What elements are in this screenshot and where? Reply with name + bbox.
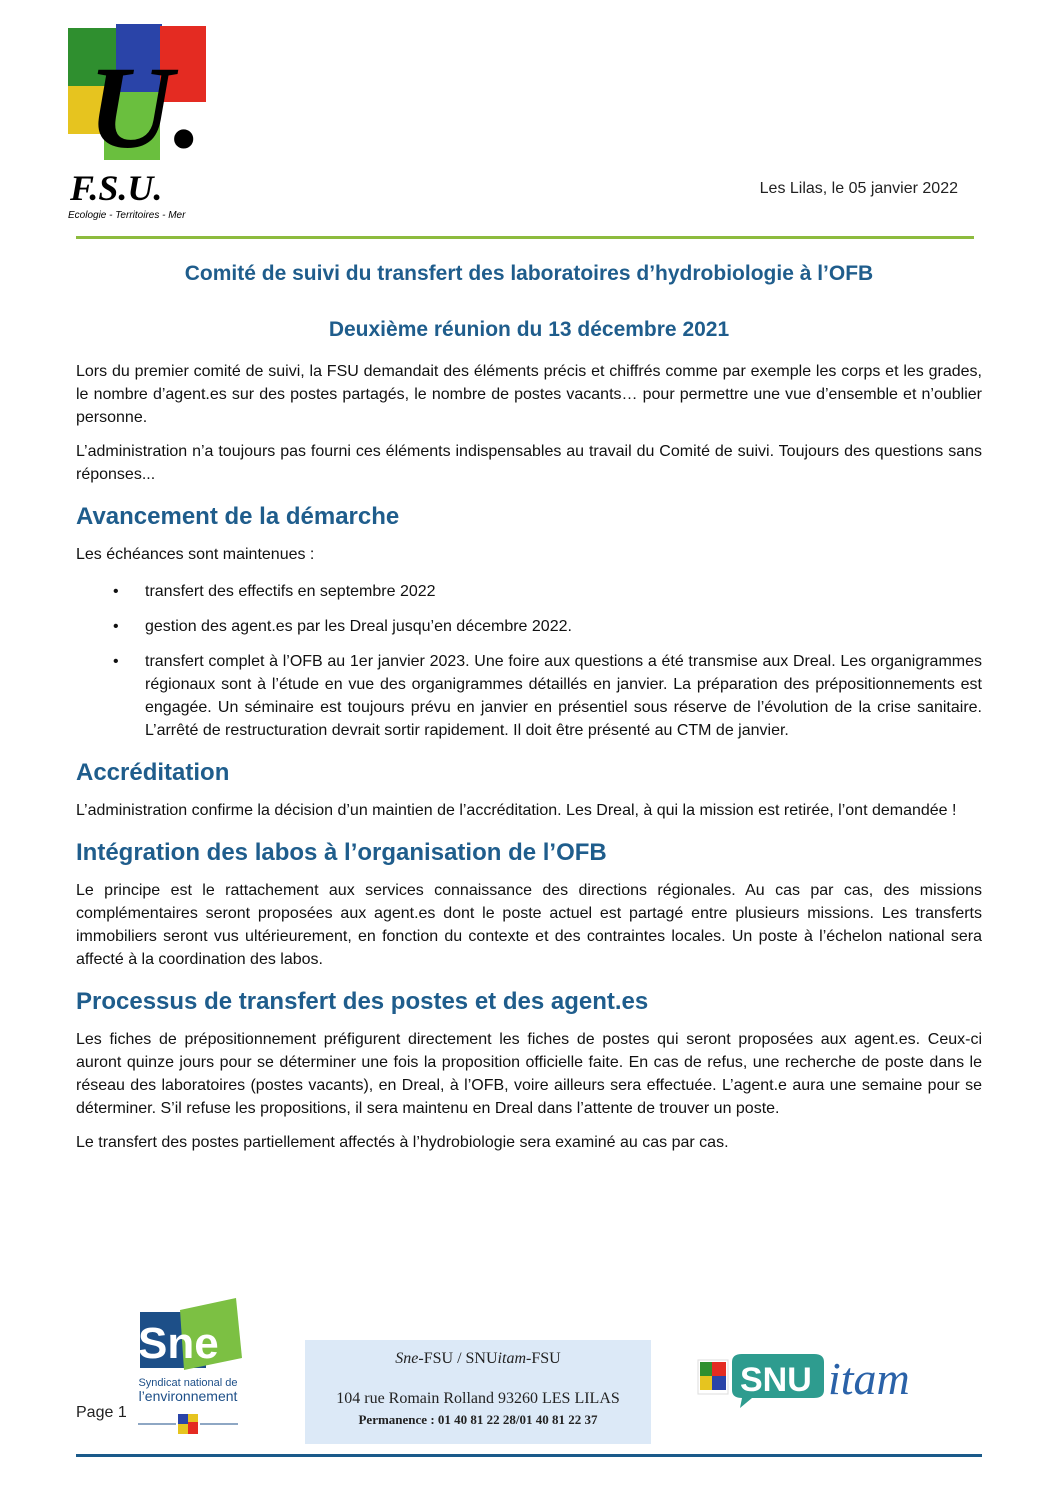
sne-logo-text: Sne (138, 1319, 219, 1368)
section-paragraph: Le principe est le rattachement aux services connaissance des directions régionales. Au cas par cas, des missions complémentaires seront proposées aux agent.es dont le poste actuel est partagé entre plusieurs missions. Les transferts immobiliers seront vus ultérieurement, en fonction du contexte et des contraintes locales. Un poste à l’échelon national sera affecté à la coordination des labos. (76, 882, 982, 968)
fsu-logo (64, 22, 209, 222)
bullet-list (76, 580, 982, 742)
section-heading: Avancement de la démarche (76, 503, 400, 530)
sne-logo (132, 1298, 244, 1443)
logo-tagline: Ecologie - Territoires - Mer (68, 210, 186, 221)
snu-logo-text: SNU (740, 1361, 812, 1399)
address-box (305, 1340, 651, 1444)
section-paragraph: Le transfert des postes partiellement affectés à l’hydrobiologie sera examiné au cas par cas. (76, 1134, 729, 1151)
section-heading: Intégration des labos à l’organisation de l’OFB (76, 839, 607, 866)
bullet-item: • gestion des agent.es par les Dreal jusqu’en décembre 2022. (76, 615, 982, 638)
snuitam-logo (696, 1348, 966, 1410)
page-number: Page 1 (76, 1404, 127, 1421)
sne-caption: Syndicat national de (138, 1377, 238, 1389)
section-paragraph: L’administration confirme la décision d’un maintien de l’accréditation. Les Dreal, à qui la mission est retirée, l’ont demandée ! (76, 802, 957, 819)
phone-line: Permanence : 01 40 81 22 28/01 40 81 22 37 (358, 1412, 598, 1427)
document-title: Comité de suivi du transfert des laboratoires d’hydrobiologie à l’OFB (184, 262, 874, 285)
union-names: Sne-FSU / SNUitam-FSU (395, 1350, 561, 1367)
sne-caption: l’environnement (138, 1388, 238, 1404)
bullet-item: • transfert des effectifs en septembre 2022 (76, 580, 982, 603)
document-body (76, 360, 982, 1165)
header-divider (76, 236, 974, 239)
section-paragraph: Les échéances sont maintenues : (76, 546, 315, 563)
address-line: 104 rue Romain Rolland 93260 LES LILAS (336, 1390, 620, 1407)
section-heading: Processus de transfert des postes et des agent.es (76, 988, 649, 1015)
section-paragraph: Les fiches de prépositionnement préfigurent directement les fiches de postes qui seront proposées aux agent.es. Ceux-ci auront quinze jours pour se déterminer une fois la proposition officielle faite. En cas de refus, une recherche de poste dans le réseau des laboratoires (postes vacants), en Dreal, à l’OFB, voire ailleurs sera effectuée. L’agent.e aura une semaine pour se déterminer. S’il refuse les propositions, il sera maintenu en Dreal dans l’attente de trouver un poste. (76, 1031, 982, 1117)
bullet-item: • transfert complet à l’OFB au 1er janvier 2023. Une foire aux questions a été transmise aux Dreal. Les organigrammes régionaux sont à l’étude en vue des organigrammes détaillés en janvier. La préparation des prépositionnements est engagée. Un séminaire est toujours prévu en janvier en présentiel sous réserve de l’évolution de la crise sanitaire. L’arrêté de restructuration devrait sortir rapidement. Il doit être présenté au CTM de janvier. (76, 650, 982, 742)
logo-name: F.S.U. (70, 168, 163, 208)
itam-logo-text: itam (828, 1353, 910, 1404)
section-heading: Accréditation (76, 759, 230, 786)
document-date: Les Lilas, le 05 janvier 2022 (759, 180, 958, 197)
intro-paragraph: Lors du premier comité de suivi, la FSU demandait des éléments précis et chiffrés comme par exemple les corps et les grades, le nombre d’agent.es sur des postes partagés, le nombre de postes vacants… pour permettre une vue d’ensemble et n’oublier personne. (76, 363, 982, 426)
logo-letters: U. (88, 42, 203, 173)
footer-divider (76, 1454, 982, 1457)
intro-paragraph: L’administration n’a toujours pas fourni ces éléments indispensables au travail du Comité de suivi. Toujours des questions sans réponses... (76, 443, 982, 483)
document-subtitle: Deuxième réunion du 13 décembre 2021 (328, 318, 730, 341)
